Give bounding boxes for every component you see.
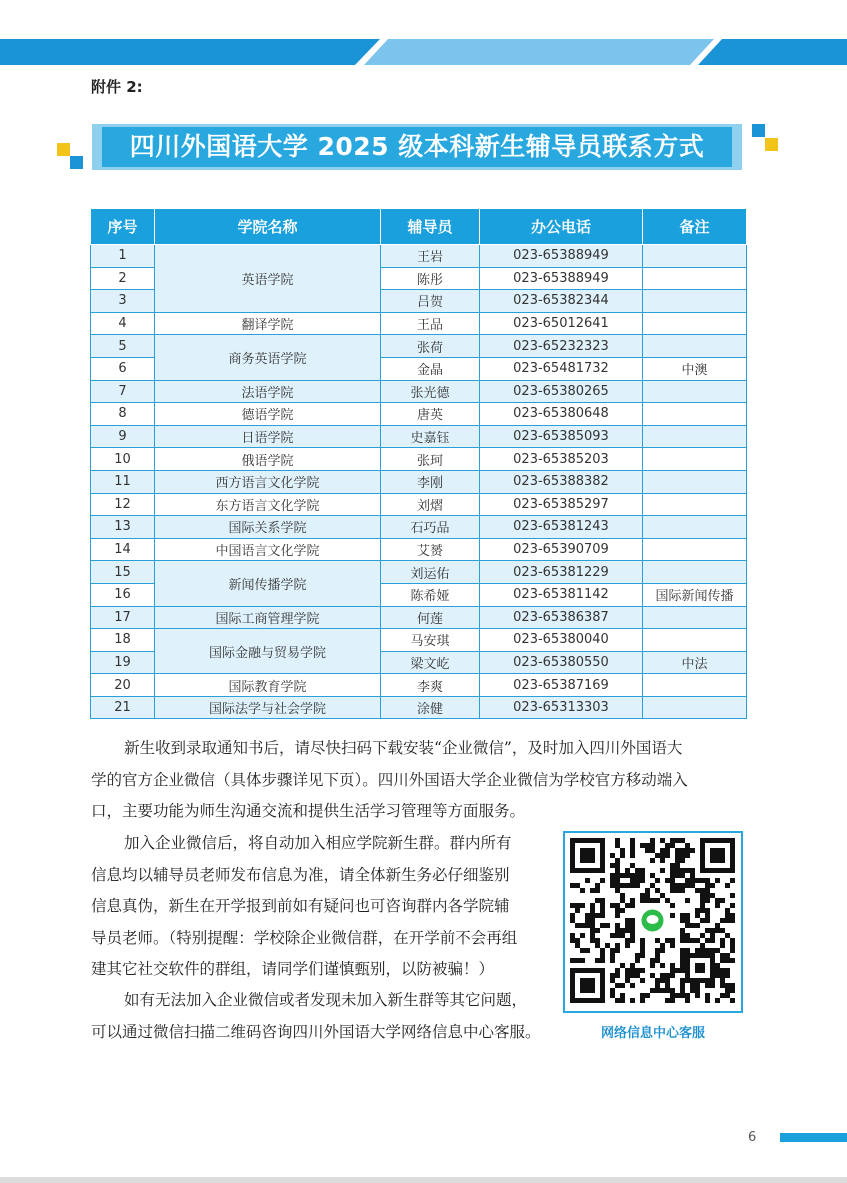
cell-counselor: 王品 bbox=[381, 312, 480, 335]
cell-counselor: 张光德 bbox=[381, 380, 480, 403]
cell-college: 日语学院 bbox=[155, 425, 381, 448]
cell-college: 德语学院 bbox=[155, 403, 381, 426]
cell-phone: 023-65380648 bbox=[480, 403, 643, 426]
cell-counselor: 何莲 bbox=[381, 606, 480, 629]
cell-note bbox=[643, 312, 747, 335]
cell-counselor: 刘熠 bbox=[381, 493, 480, 516]
cell-counselor: 张荷 bbox=[381, 335, 480, 358]
cell-phone: 023-65386387 bbox=[480, 606, 643, 629]
decor-square-yellow bbox=[765, 138, 778, 151]
cell-college: 商务英语学院 bbox=[155, 335, 381, 380]
cell-phone: 023-65381142 bbox=[480, 583, 643, 606]
cell-no: 5 bbox=[91, 335, 155, 358]
table-row bbox=[91, 312, 747, 335]
table-row bbox=[91, 606, 747, 629]
paragraph-2 bbox=[91, 828, 561, 986]
header-college: 学院名称 bbox=[155, 209, 381, 245]
qr-caption: 网络信息中心客服 bbox=[600, 1026, 705, 1041]
table-row bbox=[91, 470, 747, 493]
cell-no: 4 bbox=[91, 312, 155, 335]
counselor-table bbox=[90, 208, 747, 719]
table-row bbox=[91, 403, 747, 426]
cell-note bbox=[643, 380, 747, 403]
cell-counselor: 唐英 bbox=[381, 403, 480, 426]
cell-college: 国际法学与社会学院 bbox=[155, 696, 381, 719]
cell-note bbox=[643, 629, 747, 652]
cell-no: 2 bbox=[91, 267, 155, 290]
paragraph-3 bbox=[91, 985, 561, 1048]
cell-note bbox=[643, 606, 747, 629]
cell-note: 国际新闻传播 bbox=[643, 583, 747, 606]
cell-counselor: 张珂 bbox=[381, 448, 480, 471]
cell-no: 10 bbox=[91, 448, 155, 471]
cell-no: 12 bbox=[91, 493, 155, 516]
cell-counselor: 涂健 bbox=[381, 696, 480, 719]
cell-college: 中国语言文化学院 bbox=[155, 538, 381, 561]
cell-counselor: 马安琪 bbox=[381, 629, 480, 652]
cell-phone: 023-65380265 bbox=[480, 380, 643, 403]
cell-phone: 023-65387169 bbox=[480, 674, 643, 697]
cell-no: 14 bbox=[91, 538, 155, 561]
cell-college: 翻译学院 bbox=[155, 312, 381, 335]
header-no: 序号 bbox=[91, 209, 155, 245]
cell-no: 6 bbox=[91, 357, 155, 380]
cell-note bbox=[643, 425, 747, 448]
cell-no: 16 bbox=[91, 583, 155, 606]
table-body bbox=[91, 245, 747, 719]
cell-phone: 023-65388382 bbox=[480, 470, 643, 493]
table-row bbox=[91, 538, 747, 561]
cell-no: 3 bbox=[91, 290, 155, 313]
paragraph-line: 口，主要功能为师生沟通交流和提供生活学习管理等方面服务。 bbox=[91, 802, 526, 820]
decor-square-blue bbox=[70, 156, 83, 169]
cell-no: 1 bbox=[91, 245, 155, 268]
cell-phone: 023-65385203 bbox=[480, 448, 643, 471]
paragraph-line: 如有无法加入企业微信或者发现未加入新生群等其它问题， bbox=[124, 991, 528, 1009]
cell-no: 7 bbox=[91, 380, 155, 403]
cell-counselor: 史嘉钰 bbox=[381, 425, 480, 448]
cell-phone: 023-65481732 bbox=[480, 357, 643, 380]
paragraph-line: 加入企业微信后，将自动加入相应学院新生群。群内所有 bbox=[124, 834, 512, 852]
cell-phone: 023-65388949 bbox=[480, 245, 643, 268]
cell-note bbox=[643, 403, 747, 426]
cell-no: 13 bbox=[91, 516, 155, 539]
table-row bbox=[91, 245, 747, 268]
bottom-divider bbox=[0, 1177, 847, 1183]
cell-note bbox=[643, 335, 747, 358]
paragraph-line: 信息均以辅导员老师发布信息为准，请全体新生务必仔细鉴别 bbox=[91, 865, 510, 884]
cell-note bbox=[643, 245, 747, 268]
cell-phone: 023-65313303 bbox=[480, 696, 643, 719]
paragraph-line: 建其它社交软件的群组，请同学们谨慎甄别，以防被骗！） bbox=[91, 960, 495, 978]
cell-note bbox=[643, 538, 747, 561]
cell-note bbox=[643, 516, 747, 539]
cell-no: 8 bbox=[91, 403, 155, 426]
cell-phone: 023-65385297 bbox=[480, 493, 643, 516]
cell-no: 15 bbox=[91, 561, 155, 584]
cell-note bbox=[643, 448, 747, 471]
cell-counselor: 吕贺 bbox=[381, 290, 480, 313]
cell-phone: 023-65012641 bbox=[480, 312, 643, 335]
cell-no: 9 bbox=[91, 425, 155, 448]
cell-note: 中法 bbox=[643, 651, 747, 674]
cell-counselor: 陈彤 bbox=[381, 267, 480, 290]
table-header-row bbox=[91, 209, 747, 245]
attachment-label: 附件 2: bbox=[91, 78, 143, 96]
decor-square-blue bbox=[752, 124, 765, 137]
cell-phone: 023-65382344 bbox=[480, 290, 643, 313]
qr-code-frame bbox=[563, 831, 743, 1013]
table-row bbox=[91, 380, 747, 403]
cell-college: 俄语学院 bbox=[155, 448, 381, 471]
cell-phone: 023-65381243 bbox=[480, 516, 643, 539]
cell-counselor: 金晶 bbox=[381, 357, 480, 380]
cell-note bbox=[643, 561, 747, 584]
page-number: 6 bbox=[748, 1130, 757, 1145]
table-row bbox=[91, 425, 747, 448]
paragraph-line: 导员老师。（特别提醒：学校除企业微信群，在开学前不会再组 bbox=[91, 928, 518, 947]
table-row bbox=[91, 448, 747, 471]
cell-college: 国际工商管理学院 bbox=[155, 606, 381, 629]
cell-phone: 023-65381229 bbox=[480, 561, 643, 584]
cell-counselor: 王岩 bbox=[381, 245, 480, 268]
paragraph-line: 学的官方企业微信（具体步骤详见下页）。四川外国语大学企业微信为学校官方移动端入 bbox=[91, 770, 688, 789]
cell-counselor: 艾赟 bbox=[381, 538, 480, 561]
cell-note bbox=[643, 470, 747, 493]
cell-college: 西方语言文化学院 bbox=[155, 470, 381, 493]
cell-counselor: 梁文屹 bbox=[381, 651, 480, 674]
header-counselor: 辅导员 bbox=[381, 209, 480, 245]
cell-phone: 023-65385093 bbox=[480, 425, 643, 448]
cell-no: 20 bbox=[91, 674, 155, 697]
cell-counselor: 石巧品 bbox=[381, 516, 480, 539]
cell-note bbox=[643, 696, 747, 719]
cell-note: 中澳 bbox=[643, 357, 747, 380]
cell-no: 17 bbox=[91, 606, 155, 629]
header-note: 备注 bbox=[643, 209, 747, 245]
decor-square-yellow bbox=[57, 143, 70, 156]
table-row bbox=[91, 561, 747, 584]
cell-college: 英语学院 bbox=[155, 245, 381, 313]
cell-college: 国际关系学院 bbox=[155, 516, 381, 539]
cell-phone: 023-65380040 bbox=[480, 629, 643, 652]
cell-note bbox=[643, 493, 747, 516]
cell-note bbox=[643, 674, 747, 697]
paragraph-line: 信息真伪，新生在开学报到前如有疑问也可咨询群内各学院辅 bbox=[91, 897, 510, 915]
table-row bbox=[91, 516, 747, 539]
cell-counselor: 李刚 bbox=[381, 470, 480, 493]
cell-no: 21 bbox=[91, 696, 155, 719]
cell-college: 国际金融与贸易学院 bbox=[155, 629, 381, 674]
cell-phone: 023-65388949 bbox=[480, 267, 643, 290]
cell-note bbox=[643, 290, 747, 313]
header-phone: 办公电话 bbox=[480, 209, 643, 245]
cell-counselor: 陈希娅 bbox=[381, 583, 480, 606]
paragraph-line: 可以通过微信扫描二维码咨询四川外国语大学网络信息中心客服。 bbox=[91, 1022, 541, 1041]
paragraph-line: 新生收到录取通知书后，请尽快扫码下载安装“企业微信”，及时加入四川外国语大 bbox=[124, 739, 683, 757]
top-banner bbox=[0, 39, 847, 65]
cell-college: 法语学院 bbox=[155, 380, 381, 403]
table-row bbox=[91, 674, 747, 697]
table-row bbox=[91, 696, 747, 719]
table-row bbox=[91, 335, 747, 358]
bottom-accent-bar bbox=[780, 1133, 847, 1142]
cell-phone: 023-65390709 bbox=[480, 538, 643, 561]
page-title: 四川外国语大学 2025 级本科新生辅导员联系方式 bbox=[102, 127, 732, 167]
cell-no: 18 bbox=[91, 629, 155, 652]
cell-college: 东方语言文化学院 bbox=[155, 493, 381, 516]
qr-code[interactable] bbox=[565, 833, 741, 1011]
cell-phone: 023-65380550 bbox=[480, 651, 643, 674]
cell-counselor: 刘运佑 bbox=[381, 561, 480, 584]
cell-note bbox=[643, 267, 747, 290]
table-row bbox=[91, 493, 747, 516]
cell-phone: 023-65232323 bbox=[480, 335, 643, 358]
cell-college: 新闻传播学院 bbox=[155, 561, 381, 606]
table-row bbox=[91, 629, 747, 652]
cell-no: 19 bbox=[91, 651, 155, 674]
cell-no: 11 bbox=[91, 470, 155, 493]
cell-college: 国际教育学院 bbox=[155, 674, 381, 697]
cell-counselor: 李爽 bbox=[381, 674, 480, 697]
paragraph-1 bbox=[91, 733, 751, 828]
